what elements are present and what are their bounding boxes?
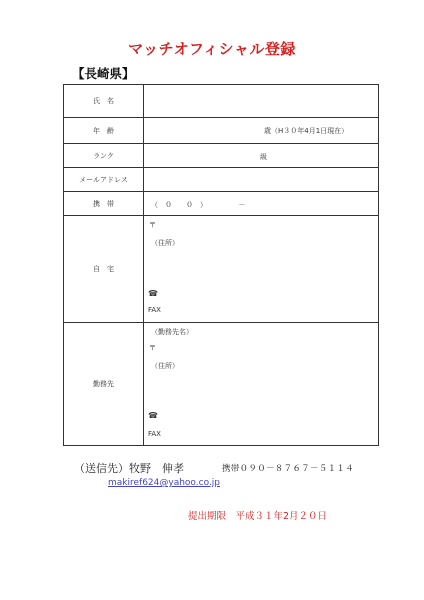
sender-mobile: 携帯０９０－８７６７－５１１４ (222, 464, 355, 474)
work-label: 勤務先 (64, 323, 144, 445)
age-row (64, 118, 378, 144)
phone-icon: ☎ (148, 289, 158, 298)
age-note: 歳（H３０年4月1日現在） (264, 127, 349, 135)
mobile-label: 携 帯 (64, 192, 144, 215)
work-row (64, 323, 378, 445)
name-row (64, 85, 378, 118)
rank-row (64, 144, 378, 168)
sender-name: （送信先）牧野 伸孝 (74, 462, 184, 475)
page-title: マッチオフィシャル登録 (128, 40, 296, 58)
mobile-format: （ ０ ０ ） － (151, 201, 246, 209)
email-field[interactable] (145, 168, 378, 191)
home-address-label: （住所） (151, 239, 179, 247)
home-row (64, 216, 378, 323)
mobile-field[interactable] (145, 192, 378, 215)
home-fax-label: FAX (148, 306, 161, 314)
age-field[interactable] (145, 118, 378, 143)
work-field[interactable] (145, 323, 378, 445)
rank-label: ランク (64, 144, 144, 167)
name-label: 氏 名 (64, 85, 144, 117)
sender-email-link[interactable]: makiref624@yahoo.co.jp (108, 478, 221, 488)
prefecture-heading: 【長崎県】 (72, 66, 135, 81)
work-fax-label: FAX (148, 430, 161, 438)
email-row (64, 168, 378, 192)
work-address-label: （住所） (151, 362, 179, 370)
rank-field[interactable] (145, 144, 378, 167)
workplace-name-label: （勤務先名） (151, 328, 193, 336)
rank-suffix: 級 (260, 153, 267, 161)
age-label: 年 齢 (64, 118, 144, 143)
home-field[interactable] (145, 216, 378, 322)
email-label: メールアドレス (64, 168, 144, 191)
name-field[interactable] (145, 85, 378, 117)
work-postal-mark: 〒 (149, 344, 156, 352)
work-phone-icon: ☎ (148, 411, 158, 420)
postal-mark: 〒 (149, 221, 156, 229)
registration-form (63, 84, 379, 446)
home-label: 自 宅 (64, 216, 144, 322)
submission-deadline: 提出期限 平成３１年2月２０日 (188, 511, 328, 522)
mobile-row (64, 192, 378, 216)
